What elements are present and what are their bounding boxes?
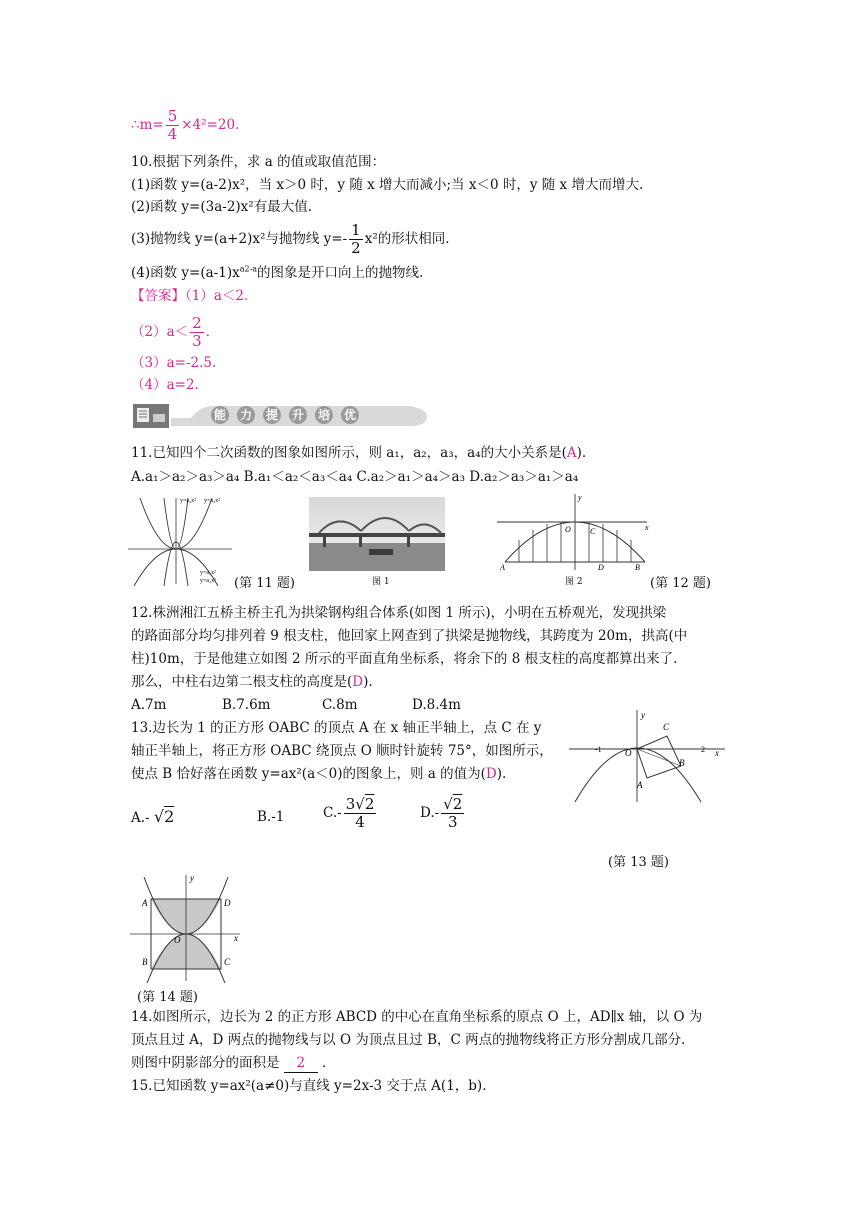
q13-opt-c xyxy=(323,796,378,831)
q9-num: 5 xyxy=(167,107,178,125)
q12-label-D: D xyxy=(598,563,604,572)
q14-line-3 xyxy=(131,1054,336,1073)
q11-figure xyxy=(128,494,234,586)
q12-line-4 xyxy=(131,673,373,691)
q14-label-A: A xyxy=(142,898,148,908)
q9-fraction xyxy=(166,108,180,143)
q13-opt-d-num: √2 xyxy=(443,795,463,813)
q12-l4-pre: 那么，中柱右边第二根支柱的高度是( xyxy=(131,674,353,690)
q11-label-a3: y=a₃x² xyxy=(204,498,220,504)
q13-label-x: x xyxy=(715,748,719,758)
q13-label-neg1: -1 xyxy=(595,745,602,754)
q13-opt-c-den: 4 xyxy=(355,813,365,831)
q11-stem-post: ). xyxy=(576,445,587,461)
q10-a2-num: 2 xyxy=(192,314,202,332)
q12-line-2: 的路面部分均匀排列着 9 根支柱，他回家上网查到了拱梁是抛物线，其跨度为 20m，拱高(中 xyxy=(131,628,688,644)
q13-opt-d-label: D.- xyxy=(420,805,440,821)
q13-line-3 xyxy=(131,765,506,783)
q10-answer-4: （4）a=2. xyxy=(131,377,199,393)
q10-stem: 10.根据下列条件，求 a 的值或取值范围： xyxy=(131,154,386,170)
q13-l3-post: ). xyxy=(496,766,507,782)
section-banner xyxy=(131,400,431,430)
q10-a2-den: 3 xyxy=(192,332,202,350)
q10-c3-post: x²的形状相同. xyxy=(364,231,450,247)
q13-opt-b: B.-1 xyxy=(257,809,285,825)
q14-line-2: 顶点且过 A，D 两点的抛物线与以 O 为顶点且过 B，C 两点的抛物线将正方形分割成几部分. xyxy=(131,1032,686,1048)
q10-c3-den: 2 xyxy=(351,239,361,257)
q15-line-1: 15.已知函数 y=ax²(a≠0)与直线 y=2x-3 交于点 A(1，b). xyxy=(131,1078,487,1094)
q13-opt-d xyxy=(420,796,466,831)
q10-cond-3 xyxy=(131,222,450,257)
q11-stem-pre: 11.已知四个二次函数的图象如图所示，则 a₁，a₂，a₃，a₄的大小关系是( xyxy=(131,445,567,461)
q13-opt-a-label: A.- xyxy=(131,810,150,826)
q10-answer-3: （3）a=-2.5. xyxy=(131,355,217,371)
q10-c3-frac xyxy=(349,222,363,257)
q13-opt-a-rad: 2 xyxy=(164,807,175,826)
q11-answer: A xyxy=(566,445,577,461)
q12-label-O: O xyxy=(565,525,571,534)
q10-cond-1: (1)函数 y=(a-2)x²，当 x＞0 时，y 随 x 增大而减小;当 x＜0 时，y 随 x 增大而增大. xyxy=(131,177,644,193)
q12-answer: D xyxy=(352,674,364,690)
q14-caption: (第 14 题) xyxy=(137,990,198,1005)
q13-opt-d-rad: 2 xyxy=(452,795,463,813)
q14-label-y: y xyxy=(190,873,194,883)
q12-figure xyxy=(497,492,653,572)
q10-answer-1 xyxy=(131,287,257,305)
q11-label-a4: y=a₄x² xyxy=(180,498,196,504)
q13-opt-c-label: C.- xyxy=(323,805,342,821)
q9-suffix: ×4²=20. xyxy=(181,117,240,133)
q13-opt-c-frac xyxy=(344,796,377,831)
q11-options: A.a₁＞a₂＞a₃＞a₄ B.a₁＜a₂＜a₃＜a₄ C.a₂＞a₁＞a₄＞a₃ D.a₂＞a₃＞a₁＞a₄ xyxy=(131,469,579,485)
q14-l3-post: ． xyxy=(322,1055,336,1071)
fig2-label: 图 2 xyxy=(565,577,583,587)
q11-label-a2: y=a₂x² xyxy=(200,578,216,584)
q13-label-A: A xyxy=(637,780,643,790)
q9-den: 4 xyxy=(167,125,178,143)
q13-label-C: C xyxy=(663,722,670,732)
q10-c3-pre: (3)抛物线 y=(a+2)x²与抛物线 y=- xyxy=(131,231,348,247)
banner-char-6: 优 xyxy=(341,406,359,424)
q10-cond-4 xyxy=(131,264,423,282)
q11-label-a1: y=a₁x² xyxy=(200,570,216,576)
q13-figure xyxy=(567,706,727,804)
q12-line-1: 12.株洲湘江五桥主桥主孔为拱梁钢构组合体系(如图 1 所示)，小明在五桥观光，发现拱梁 xyxy=(131,605,667,621)
q10-answer-2 xyxy=(131,315,219,350)
q12-line-3: 柱)10m，于是他建立如图 2 所示的平面直角坐标系，将余下的 8 根支柱的高度都算出来了. xyxy=(131,651,678,667)
banner-bg xyxy=(131,400,431,430)
q10-c4-pre: (4)函数 y=(a-1)x xyxy=(131,265,240,281)
banner-char-3: 提 xyxy=(263,406,281,424)
q13-answer: D xyxy=(485,766,497,782)
q13-opt-c-coef: 3 xyxy=(345,795,356,813)
q14-label-O: O xyxy=(174,935,181,945)
q13-l3-pre: 使点 B 恰好落在函数 y=ax²(a＜0)的图象上，则 a 的值为( xyxy=(131,766,486,782)
q9-prefix: ∴m= xyxy=(131,117,164,133)
q14-line-1: 14.如图所示，边长为 2 的正方形 ABCD 的中心在直角坐标系的原点 O 上，AD∥x 轴，以 O 为 xyxy=(131,1009,703,1025)
q14-l3-pre: 则图中阴影部分的面积是 xyxy=(131,1055,280,1071)
q12-opt-d: D.8.4m xyxy=(412,697,461,713)
q10-a2-pre: （2）a＜ xyxy=(131,324,189,340)
q13-opt-c-num: 3√2 xyxy=(345,795,375,813)
q11-caption: (第 11 题) xyxy=(234,576,295,591)
q13-caption: (第 13 题) xyxy=(608,855,669,870)
q13-line-1: 13.边长为 1 的正方形 OABC 的顶点 A 在 x 轴正半轴上，点 C 在 y xyxy=(131,720,542,736)
q14-label-D: D xyxy=(224,898,231,908)
q12-label-y: y xyxy=(578,493,582,502)
q14-label-x: x xyxy=(234,933,238,943)
q13-opt-a-value: √2 xyxy=(153,807,175,826)
q12-opt-c: C.8m xyxy=(322,697,358,713)
q12-label-A: A xyxy=(500,563,505,572)
q10-a2-post: ． xyxy=(205,324,220,340)
q10-c3-num: 1 xyxy=(351,221,361,239)
fig1-label: 图 1 xyxy=(372,577,390,587)
q12-opt-a: A.7m xyxy=(131,697,167,713)
banner-char-4: 升 xyxy=(289,406,307,424)
banner-char-2: 力 xyxy=(237,406,255,424)
q12-caption: (第 12 题) xyxy=(650,576,711,591)
bridge-photo xyxy=(309,497,445,571)
q14-label-B: B xyxy=(142,957,148,967)
q14-label-C: C xyxy=(224,957,231,967)
banner-char-1: 能 xyxy=(211,406,229,424)
answer-tag: 【答案】 xyxy=(131,288,185,304)
q13-label-B: B xyxy=(679,758,685,768)
q10-c4-post: 的图象是开口向上的抛物线. xyxy=(257,265,424,281)
q9-answer-line xyxy=(131,108,239,143)
q12-label-x: x xyxy=(645,523,649,532)
q12-opt-b: B.7.6m xyxy=(222,697,271,713)
q13-opt-d-den: 3 xyxy=(447,813,458,831)
q10-cond-2: (2)函数 y=(3a-2)x²有最大值. xyxy=(131,199,312,215)
q12-l4-post: ). xyxy=(363,674,373,690)
q12-label-C: C xyxy=(590,527,596,536)
q13-label-y: y xyxy=(641,710,645,720)
q10-a2-frac xyxy=(190,315,204,350)
q14-figure xyxy=(128,873,244,983)
q10-a1: （1）a＜2． xyxy=(185,288,258,304)
q13-label-2: 2 xyxy=(701,745,705,754)
q10-c4-exp: a2-a xyxy=(239,264,258,274)
q13-line-2: 轴正半轴上，将正方形 OABC 绕顶点 O 顺时针旋转 75°，如图所示， xyxy=(131,743,553,759)
q11-stem xyxy=(131,444,586,462)
q14-answer: 2 xyxy=(284,1054,318,1073)
q13-opt-d-frac xyxy=(441,796,464,831)
q12-label-B: B xyxy=(635,563,640,572)
q13-opt-c-rad: 2 xyxy=(364,795,375,813)
q13-label-O: O xyxy=(625,748,632,758)
q13-opt-a xyxy=(131,808,174,827)
banner-char-5: 培 xyxy=(315,406,333,424)
